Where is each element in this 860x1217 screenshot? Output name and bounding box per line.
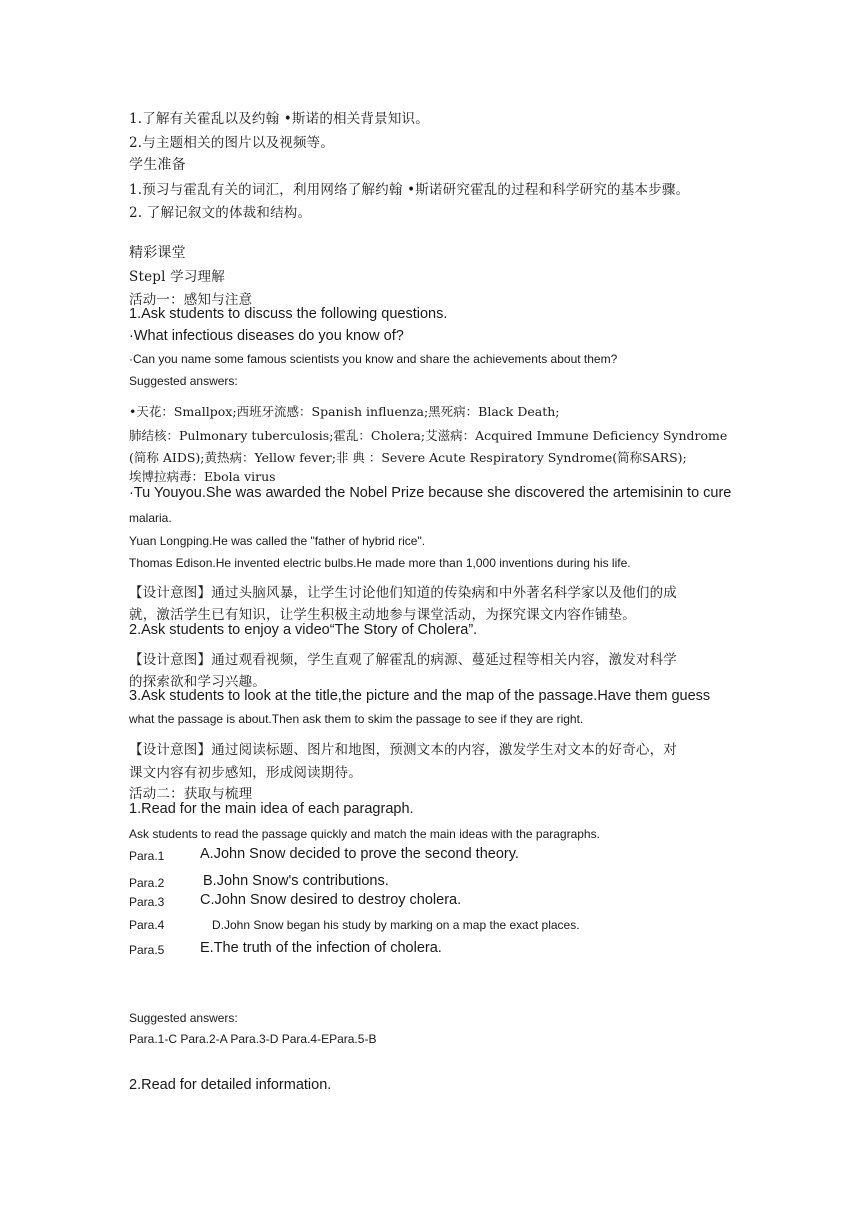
main-idea-option: A.John Snow decided to prove the second theory. [200,846,519,862]
students-prep-item-1: 1.预习与霍乱有关的词汇，利用网络了解约翰 •斯诺研究霍乱的过程和科学研究的基本步骤。 [129,182,690,198]
activity-2-heading: 活动二：获取与梳理 [129,786,253,802]
diseases-line-3: (简称 AIDS);黄热病：Yellow fever;非 典 ：Severe Acute Respiratory Syndrome(简称SARS); [129,450,687,465]
yuan-longping-line: Yuan Longping.He was called the "father of hybrid rice". [129,534,426,548]
question-1a: ·What infectious diseases do you know of? [129,328,404,344]
teacher-prep-item-1: 1.了解有关霍乱以及约翰 •斯诺的相关背景知识。 [129,111,429,127]
question-1: 1.Ask students to discuss the following questions. [129,306,448,322]
suggested-answers-label-2: Suggested answers: [129,1011,238,1025]
reading-task-1-instructions: Ask students to read the passage quickly and match the main ideas with the paragraphs. [129,827,600,841]
matching-answers: Para.1-C Para.2-A Para.3-D Para.4-EPara.5-B [129,1032,377,1046]
para-label: Para.5 [129,943,165,957]
activity-1-heading: 活动一：感知与注意 [129,292,253,308]
main-idea-option: D.John Snow began his study by marking on a map the exact places. [212,918,580,932]
question-2: 2.Ask students to enjoy a video“The Story of Cholera”. [129,622,478,638]
thomas-edison-line: Thomas Edison.He invented electric bulbs.He made more than 1,000 inventions during his life. [129,556,631,570]
design-intent-2-line-2: 的探索欲和学习兴趣。 [129,674,266,690]
para-label: Para.3 [129,895,165,909]
reading-task-2: 2.Read for detailed information. [129,1077,332,1093]
question-3-line-2: what the passage is about.Then ask them to skim the passage to see if they are right. [129,712,584,726]
students-prep-heading: 学生准备 [129,157,186,173]
diseases-line-2: 肺结核：Pulmonary tuberculosis;霍乱：Cholera;艾滋病：Acquired Immune Deficiency Syndrome [129,428,728,443]
diseases-line-4: 埃博拉病毒：Ebola virus [129,469,276,484]
design-intent-2-line-1: 【设计意图】通过观看视频，学生直观了解霍乱的病源、蔓延过程等相关内容，激发对科学 [129,652,677,668]
design-intent-1-line-1: 【设计意图】通过头脑风暴，让学生讨论他们知道的传染病和中外著名科学家以及他们的成 [129,585,677,601]
tu-youyou-line-2: malaria. [129,511,172,525]
step-heading: Stepl 学习理解 [129,269,225,285]
main-idea-option: B.John Snow's contributions. [203,873,389,889]
diseases-line-1: •天花：Smallpox;西班牙流感：Spanish influenza;黑死病：Black Death; [129,404,560,419]
para-label: Para.1 [129,849,165,863]
class-heading: 精彩课堂 [129,245,186,261]
main-idea-option: C.John Snow desired to destroy cholera. [200,892,462,908]
design-intent-3-line-2: 课文内容有初步感知，形成阅读期待。 [129,765,362,781]
tu-youyou-line-1: ·Tu Youyou.She was awarded the Nobel Prize because she discovered the artemisinin to cure [129,485,732,501]
reading-task-1: 1.Read for the main idea of each paragraph. [129,801,414,817]
teacher-prep-item-2: 2.与主题相关的图片以及视频等。 [129,135,335,151]
para-label: Para.4 [129,918,165,932]
students-prep-item-2: 2. 了解记叙文的体裁和结构。 [129,205,312,221]
design-intent-1-line-2: 就，激活学生已有知识，让学生积极主动地参与课堂活动，为探究课文内容作铺垫。 [129,607,636,623]
suggested-answers-label: Suggested answers: [129,374,238,388]
para-label: Para.2 [129,876,165,890]
question-1b: ·Can you name some famous scientists you know and share the achievements about them? [129,352,618,366]
main-idea-option: E.The truth of the infection of cholera. [200,940,442,956]
design-intent-3-line-1: 【设计意图】通过阅读标题、图片和地图，预测文本的内容，激发学生对文本的好奇心，对 [129,742,677,758]
question-3-line-1: 3.Ask students to look at the title,the picture and the map of the passage.Have them guess [129,688,711,704]
